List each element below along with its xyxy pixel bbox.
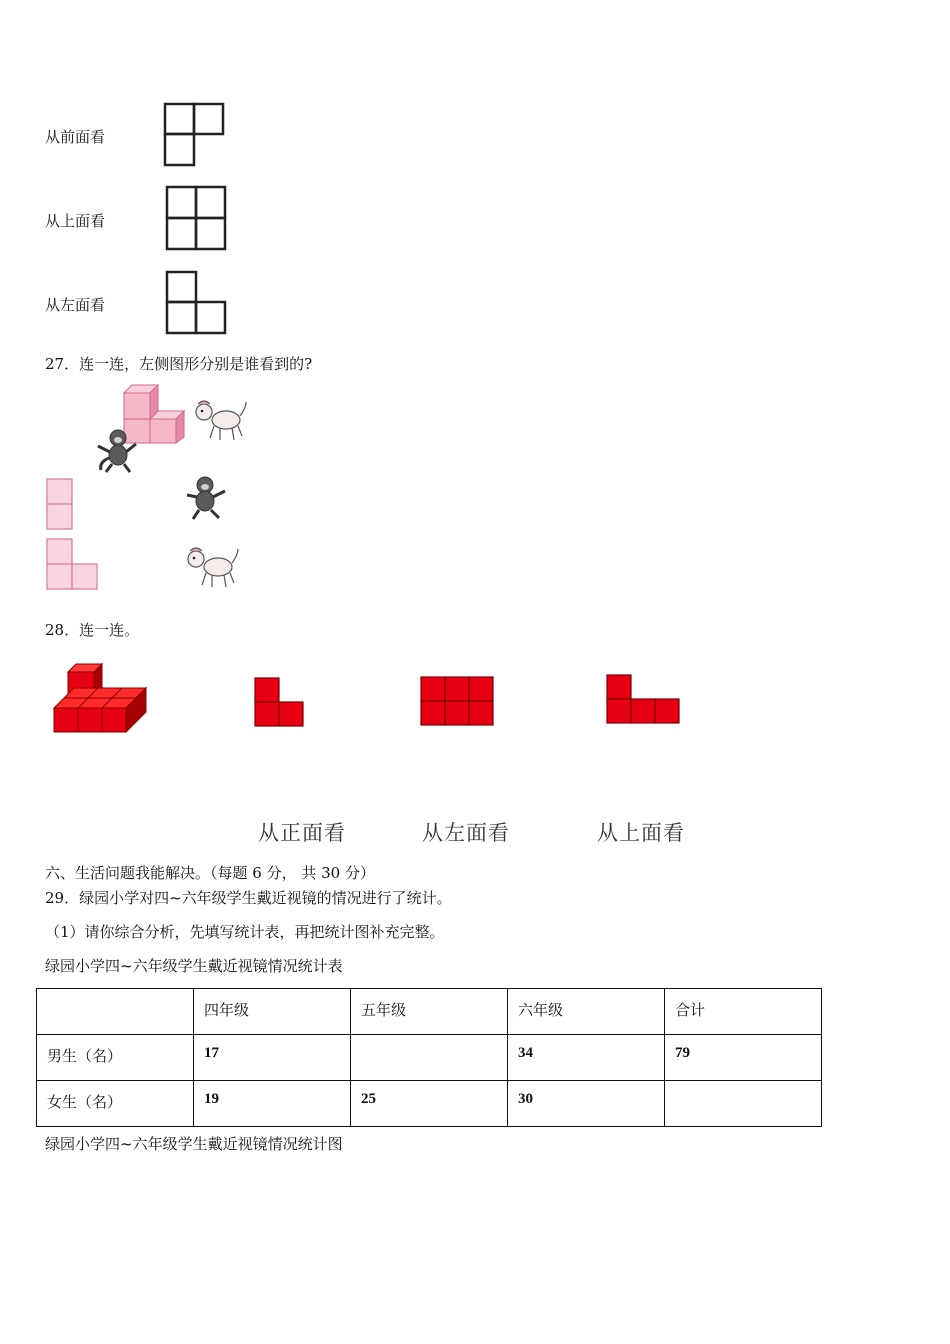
q28-title: 28．连一连。 (45, 621, 140, 639)
red-cube-solid-icon (54, 662, 150, 736)
monkey-icon (183, 475, 229, 521)
q28-label-left: 从左面看 (422, 821, 510, 845)
left-view-grid-icon (165, 270, 227, 336)
q29-title: 29．绿园小学对四~六年级学生戴近视镜的情况进行了统计。 (45, 889, 452, 907)
table-cell: 30 (508, 1081, 665, 1127)
table-row (37, 1035, 822, 1081)
table-cell: 合计 (665, 989, 822, 1035)
red-l-small-view-icon (254, 677, 306, 729)
table-cell: 34 (508, 1035, 665, 1081)
table-cell (37, 989, 194, 1035)
front-view-grid-icon (163, 102, 225, 168)
table-cell-blank[interactable] (351, 1035, 508, 1081)
table-cell: 19 (194, 1081, 351, 1127)
table-row (37, 1081, 822, 1127)
table-cell: 五年级 (351, 989, 508, 1035)
q29-sub1: （1）请你综合分析，先填写统计表，再把统计图补充完整。 (45, 923, 445, 941)
view-label-left: 从左面看 (45, 296, 106, 314)
view-label-front: 从前面看 (45, 128, 106, 146)
table-cell-blank[interactable] (665, 1081, 822, 1127)
pink-column-view-icon (46, 478, 74, 532)
table-cell: 六年级 (508, 989, 665, 1035)
pink-l-view-icon (46, 538, 100, 592)
table-cell: 四年级 (194, 989, 351, 1035)
table-cell: 女生（名） (37, 1081, 194, 1127)
q28-label-front: 从正面看 (258, 821, 346, 845)
top-view-grid-icon (165, 185, 227, 251)
table-cell: 男生（名） (37, 1035, 194, 1081)
q28-label-top: 从上面看 (597, 821, 685, 845)
monkey-icon (94, 428, 138, 474)
chart-title: 绿园小学四~六年级学生戴近视镜情况统计图 (45, 1135, 343, 1153)
section6-title: 六、生活问题我能解决。（每题 6 分， 共 30 分） (45, 864, 375, 882)
stats-table (36, 988, 822, 1127)
red-l-wide-view-icon (606, 674, 682, 726)
red-grid-view-icon (420, 676, 496, 728)
table-cell: 17 (194, 1035, 351, 1081)
table-title: 绿园小学四~六年级学生戴近视镜情况统计表 (45, 957, 343, 975)
dog-icon (182, 545, 242, 589)
table-cell: 25 (351, 1081, 508, 1127)
view-label-top: 从上面看 (45, 212, 106, 230)
table-header-row (37, 989, 822, 1035)
table-cell: 79 (665, 1035, 822, 1081)
q27-title: 27．连一连，左侧图形分别是谁看到的? (45, 355, 313, 373)
dog-icon (190, 398, 248, 442)
